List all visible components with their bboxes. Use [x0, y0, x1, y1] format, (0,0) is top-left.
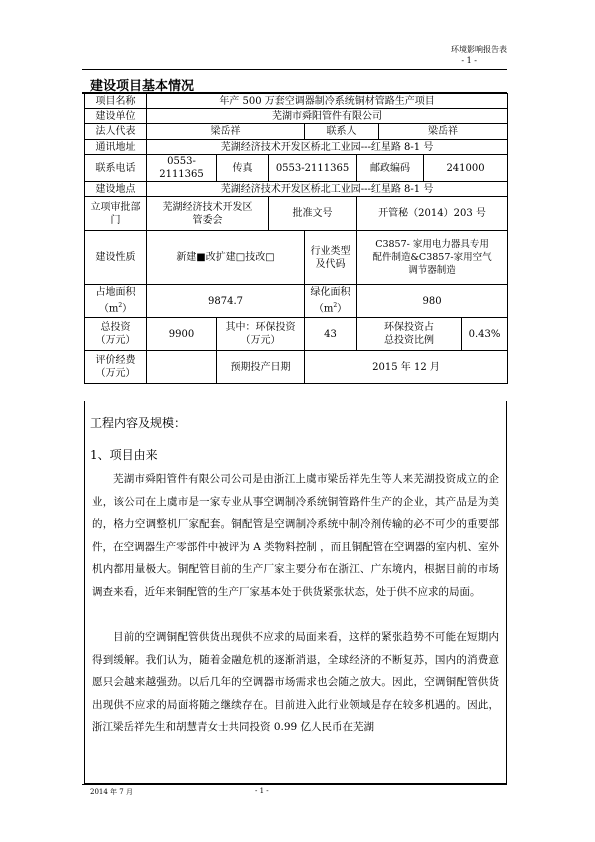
fax-label: 传真	[217, 155, 269, 182]
approval-dept-line1: 芜湖经济技术开发区	[162, 201, 253, 213]
table-row	[85, 351, 508, 384]
paragraph-1: 芜湖市舜阳管件有限公司公司是由浙江上虞市梁岳祥先生等人来芜湖投资成立的企业，该公司在上虞市是一家专业从事空调制冷系统铜管路件生产的企业，其产品是为美的，格力空调整机厂家配套。铜配管是空调制冷系统中制冷剂传输的必不可少的重要部件，在空调器生产零部件中被评为 A 类物料控制 ，而且铜配管在空调器的室内机、室外机内都用量极大。铜配管目前的生产厂家主要分布在浙江、广东境内，根据目前的市场调查来看，近年来铜配管的生产厂家基本处于供货紧张状态，处于供不应求的局面。	[92, 473, 499, 598]
project-info-table	[84, 93, 508, 384]
total-invest-unit: （万元）	[95, 335, 136, 346]
eval-fee-label-text: 评价经费	[95, 355, 136, 366]
builder-value: 芜湖市舜阳管件有限公司	[147, 109, 508, 124]
start-date-label: 预期投产日期	[217, 351, 305, 384]
table-row	[85, 94, 508, 109]
land-area-unit-end: ）	[122, 303, 133, 315]
approval-no-label: 批准文号	[269, 197, 357, 231]
nature-label: 建设性质	[85, 231, 147, 285]
env-invest-unit: （万元）	[240, 335, 281, 346]
project-name-value: 年产 500 万套空调器制冷系统铜材管路生产项目	[147, 94, 508, 109]
eval-fee-value	[147, 351, 217, 384]
address-label: 通讯地址	[85, 140, 147, 155]
builder-label: 建设单位	[85, 109, 147, 124]
total-invest-value: 9900	[147, 318, 217, 351]
land-area-label	[85, 285, 147, 318]
table-row	[85, 318, 508, 351]
header-title: 环境影响报告表	[451, 45, 507, 54]
green-area-unit	[307, 299, 354, 315]
approval-no-value: 开管秘（2014）203 号	[357, 197, 508, 231]
site-value: 芜湖经济技术开发区桥北工业园---红星路 8-1 号	[147, 182, 508, 197]
green-area-label	[305, 285, 357, 318]
industry-label-line1: 行业类型	[310, 245, 351, 257]
green-area-label-text: 绿化面积	[310, 287, 351, 299]
phone-value: 0553-2111365	[147, 155, 217, 182]
eval-fee-label	[85, 351, 147, 384]
approval-dept-label: 立项审批部门	[85, 197, 147, 231]
phone-label: 联系电话	[85, 155, 147, 182]
env-invest-value: 43	[305, 318, 357, 351]
env-ratio-label	[357, 318, 462, 351]
green-area-unit-end: ）	[337, 303, 348, 315]
project-name-label: 项目名称	[85, 94, 147, 109]
paragraph-2: 目前的空调铜配管供货出现供不应求的局面来看，这样的紧张趋势不可能在短期内得到缓解。我们认为，随着金融危机的逐渐消退，全球经济的不断复苏，国内的消费意愿只会越来越强劲。以后几年的空调器市场需求也会随之放大。因此，空调铜配管供货出现供不应求的局面将随之继续存在。目前进入此行业领域是存在较多机遇的。因此，浙江梁岳祥先生和胡慧青女士共同投资 0.99 亿人民币在芜湖	[92, 631, 499, 733]
env-invest-label	[217, 318, 305, 351]
content-heading: 工程内容及规模：	[90, 416, 187, 430]
env-ratio-value: 0.43%	[462, 318, 508, 351]
industry-label-line2: 及代码	[315, 258, 346, 270]
table-row	[85, 182, 508, 197]
table-row	[85, 197, 508, 231]
contact-label: 联系人	[305, 124, 379, 140]
postcode-label: 邮政编码	[357, 155, 424, 182]
table-row	[85, 124, 508, 140]
env-invest-label-text: 其中：环保投资	[225, 322, 296, 333]
eval-fee-unit: （万元）	[95, 368, 136, 379]
approval-dept-value	[147, 197, 269, 231]
green-area-unit-text: （m	[313, 303, 334, 315]
land-area-unit-sup: 2	[118, 302, 123, 310]
land-area-value: 9874.7	[147, 285, 305, 318]
footer-page-number: - 1 -	[255, 787, 269, 795]
industry-value	[357, 231, 508, 285]
table-row	[85, 140, 508, 155]
green-area-unit-sup: 2	[333, 302, 338, 310]
nature-value: 新建■改扩建□技改□	[147, 231, 305, 285]
footer-rule	[82, 784, 507, 785]
legal-rep-label: 法人代表	[85, 124, 147, 140]
fax-value: 0553-2111365	[269, 155, 357, 182]
land-area-unit	[87, 299, 144, 315]
content-subheading: 1、项目由来	[90, 448, 158, 462]
start-date-value: 2015 年 12 月	[305, 351, 508, 384]
industry-line1: C3857- 家用电力器具专用	[375, 239, 489, 250]
section-title: 建设项目基本情况	[90, 79, 195, 94]
table-row	[85, 109, 508, 124]
table-row	[85, 155, 508, 182]
contact-value: 梁岳祥	[379, 124, 508, 140]
total-invest-label-text: 总投资	[100, 322, 131, 333]
industry-line2: 配件制造&C3857-家用空气	[372, 252, 492, 263]
address-value: 芜湖经济技术开发区桥北工业园---红星路 8-1 号	[147, 140, 508, 155]
table-row	[85, 285, 508, 318]
env-ratio-label-line1: 环保投资占	[384, 322, 434, 333]
env-ratio-label-line2: 总投资比例	[384, 335, 434, 346]
land-area-unit-text: （m	[98, 303, 119, 315]
total-invest-label	[85, 318, 147, 351]
legal-rep-value: 梁岳祥	[147, 124, 305, 140]
header-page-number: - 1 -	[461, 56, 477, 65]
site-label: 建设地点	[85, 182, 147, 197]
industry-label	[305, 231, 357, 285]
green-area-value: 980	[357, 285, 508, 318]
approval-dept-line2: 管委会	[192, 214, 223, 226]
header-rule	[82, 69, 507, 70]
table-row	[85, 231, 508, 285]
land-area-label-text: 占地面积	[95, 287, 136, 299]
footer-date: 2014 年 7 月	[90, 788, 133, 796]
industry-line3: 调节器制造	[408, 265, 456, 276]
postcode-value: 241000	[424, 155, 508, 182]
